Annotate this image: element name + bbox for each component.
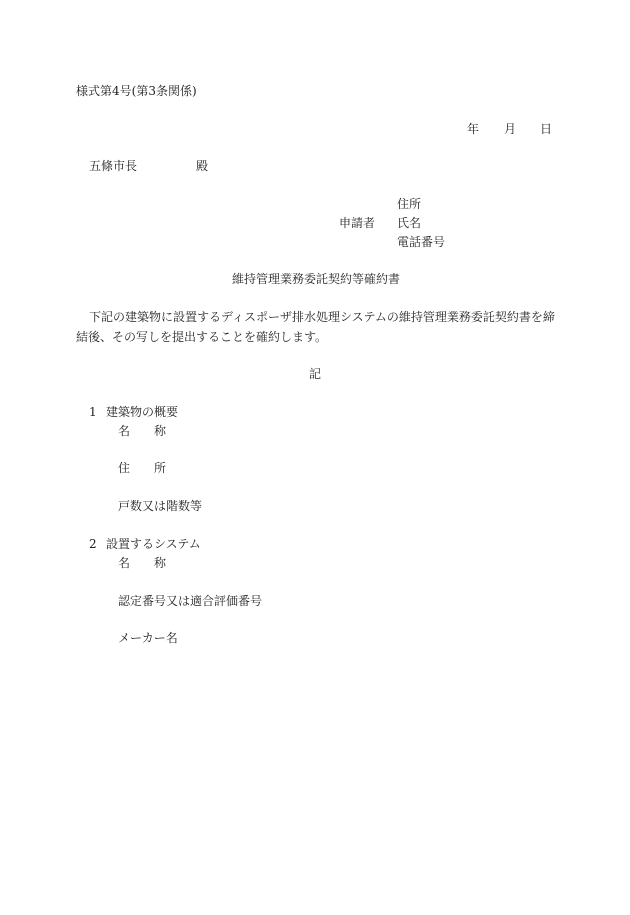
addressee-name: 五條市長 [89, 159, 138, 173]
form-number: 様式第4号(第3条関係) [76, 84, 197, 98]
section2-name-label-a: 名 [118, 556, 131, 570]
applicant-name-label: 氏名 [397, 216, 422, 230]
date-day: 日 [540, 122, 553, 136]
section1-name-label-b: 称 [154, 424, 167, 438]
date-year: 年 [467, 122, 480, 136]
section1-address-label-b: 所 [154, 461, 167, 475]
applicant-label: 申請者 [339, 216, 376, 230]
section2-heading: 設置するシステム [106, 537, 201, 551]
body-line-2: 結後、その写しを提出することを確約します。 [76, 330, 328, 344]
section1-name-label-a: 名 [118, 424, 131, 438]
section2-cert-label: 認定番号又は適合評価番号 [118, 594, 263, 608]
section1-address-label-a: 住 [118, 461, 131, 475]
section1-units-label: 戸数又は階数等 [118, 499, 203, 513]
section1-heading: 建築物の概要 [106, 405, 179, 419]
date-month: 月 [504, 122, 517, 136]
section2-maker-label: メーカー名 [118, 631, 178, 645]
section2-number: 2 [89, 537, 97, 551]
section2-name-label-b: 称 [154, 556, 167, 570]
section1-number: 1 [89, 405, 97, 419]
ki-heading: 記 [309, 367, 322, 381]
applicant-address-label: 住所 [397, 197, 422, 211]
body-line-1: 下記の建築物に設置するディスポーザ排水処理システムの維持管理業務委託契約書を締 [89, 310, 555, 324]
applicant-phone-label: 電話番号 [397, 235, 446, 249]
document-title: 維持管理業務委託契約等確約書 [232, 272, 401, 286]
addressee-honorific: 殿 [196, 159, 209, 173]
